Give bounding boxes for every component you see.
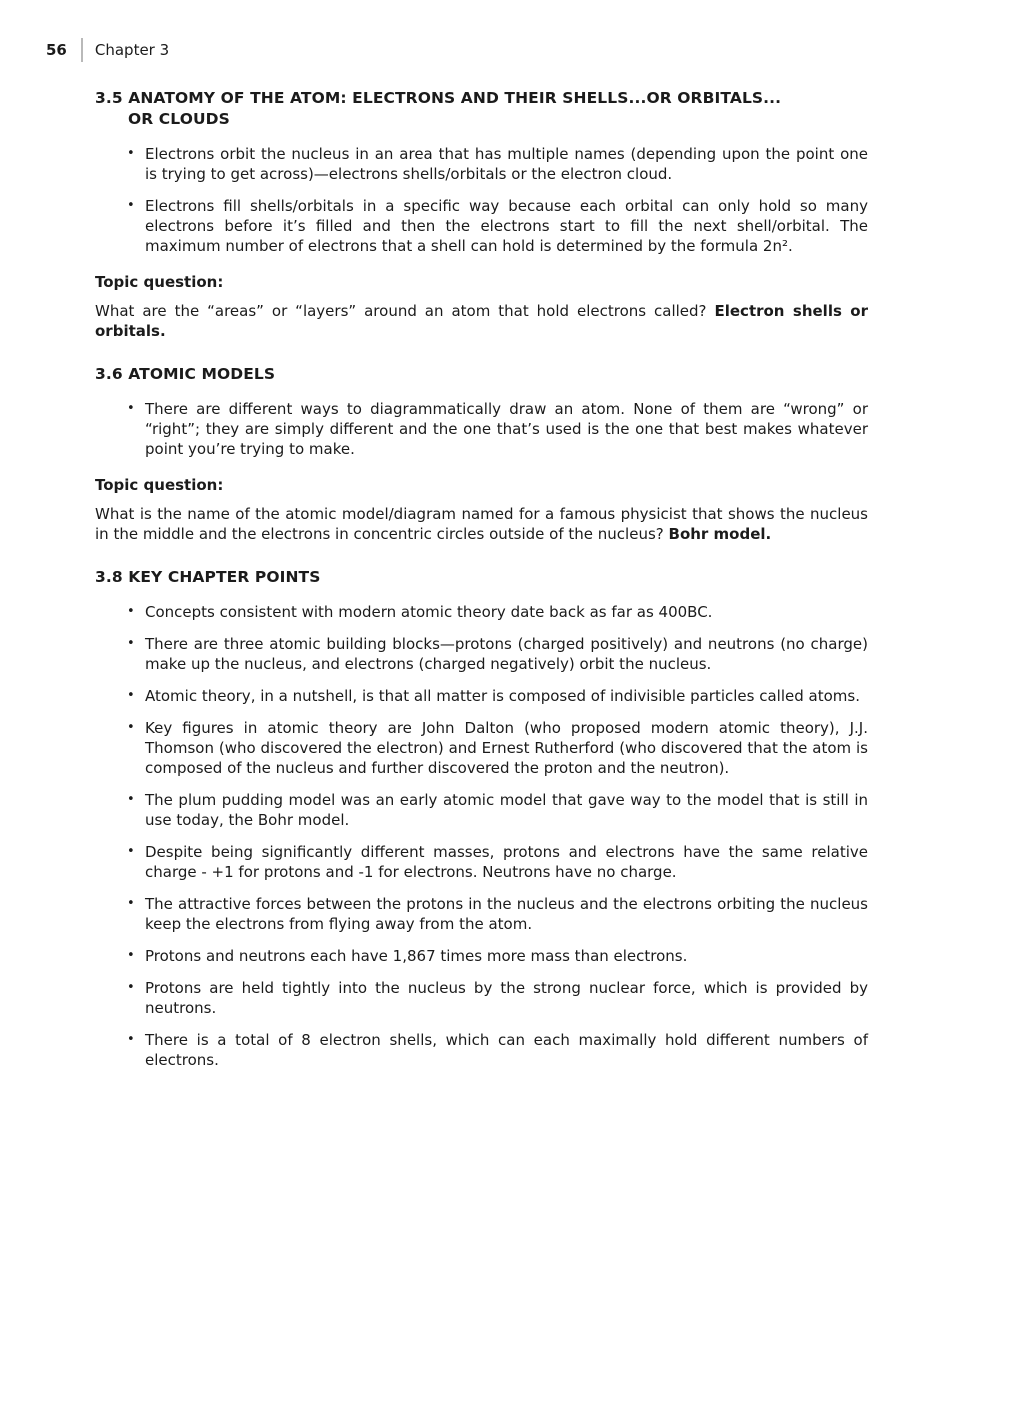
list-item-text: Protons are held tightly into the nucleus by the strong nuclear force, which is provided by neutrons.: [145, 979, 868, 1017]
list-item: [127, 790, 868, 830]
bullet-marker: •: [127, 1032, 135, 1047]
list-item-text: There are different ways to diagrammatically draw an atom. None of them are “wrong” or “right”; they are simply different and the one that’s used is the one that best makes whatever point you’re trying to make.: [145, 400, 868, 458]
list-item: [127, 1030, 868, 1070]
bullet-marker: •: [127, 792, 135, 807]
page-header: [46, 38, 1024, 62]
page-content: [95, 88, 868, 1070]
list-item: [127, 978, 868, 1018]
list-item: [127, 842, 868, 882]
list-item: [127, 634, 868, 674]
section-heading-line2: OR CLOUDS: [128, 110, 230, 128]
bullet-marker: •: [127, 896, 135, 911]
bullet-marker: •: [127, 198, 135, 213]
bullet-marker: •: [127, 636, 135, 651]
chapter-title: Chapter 3: [94, 41, 170, 59]
list-item: [127, 894, 868, 934]
bullet-marker: •: [127, 948, 135, 963]
list-item-text: Protons and neutrons each have 1,867 times more mass than electrons.: [145, 947, 688, 965]
list-item-text: Despite being significantly different masses, protons and electrons have the same relative charge - +1 for protons and -1 for electrons. Neutrons have no charge.: [145, 843, 868, 881]
section-heading-3-5: [95, 88, 868, 130]
list-item-text: The attractive forces between the protons in the nucleus and the electrons orbiting the nucleus keep the electrons from flying away from the atom.: [145, 895, 868, 933]
section-3-6: [95, 364, 868, 544]
bullet-list: [95, 144, 868, 256]
bullet-list: [95, 602, 868, 1070]
page-number: 56: [46, 41, 67, 59]
bullet-marker: •: [127, 604, 135, 619]
bullet-marker: •: [127, 720, 135, 735]
list-item: [127, 686, 868, 706]
list-item: [127, 196, 868, 256]
bullet-marker: •: [127, 401, 135, 416]
section-heading-line1: 3.5 ANATOMY OF THE ATOM: ELECTRONS AND THEIR SHELLS...OR ORBITALS...: [95, 89, 782, 107]
topic-question-answer: Bohr model.: [668, 525, 772, 543]
section-3-5: [95, 88, 868, 341]
list-item-text: There are three atomic building blocks—protons (charged positively) and neutrons (no charge) make up the nucleus, and electrons (charged negatively) orbit the nucleus.: [145, 635, 868, 673]
topic-question-paragraph: [95, 504, 868, 544]
bullet-marker: •: [127, 688, 135, 703]
list-item: [127, 718, 868, 778]
topic-question-label: Topic question:: [95, 273, 224, 291]
header-divider: [81, 38, 83, 62]
list-item-text: Electrons fill shells/orbitals in a specific way because each orbital can only hold so many electrons before it’s filled and then the electrons start to fill the next shell/orbital. The maximum number of electrons that a shell can hold is determined by the formula 2n².: [145, 197, 868, 255]
list-item-text: Key figures in atomic theory are John Dalton (who proposed modern atomic theory), J.J. Thomson (who discovered the electron) and Ernest Rutherford (who discovered that the atom is composed of the nucleus and further discovered the proton and the neutron).: [145, 719, 868, 777]
list-item: [127, 602, 868, 622]
topic-question-label: Topic question:: [95, 476, 224, 494]
list-item: [127, 144, 868, 184]
list-item-text: There is a total of 8 electron shells, which can each maximally hold different numbers of electrons.: [145, 1031, 868, 1069]
section-3-8: [95, 567, 868, 1070]
list-item-text: The plum pudding model was an early atomic model that gave way to the model that is still in use today, the Bohr model.: [145, 791, 868, 829]
list-item-text: Atomic theory, in a nutshell, is that all matter is composed of indivisible particles called atoms.: [145, 687, 860, 705]
section-heading-3-6: 3.6 ATOMIC MODELS: [95, 365, 276, 383]
topic-question-text: What are the “areas” or “layers” around an atom that hold electrons called?: [95, 302, 707, 320]
list-item: [127, 399, 868, 459]
bullet-list: [95, 399, 868, 459]
section-heading-3-8: 3.8 KEY CHAPTER POINTS: [95, 568, 321, 586]
list-item-text: Electrons orbit the nucleus in an area that has multiple names (depending upon the point one is trying to get across)—electrons shells/orbitals or the electron cloud.: [145, 145, 868, 183]
topic-question-paragraph: [95, 301, 868, 341]
bullet-marker: •: [127, 146, 135, 161]
topic-question-answer: Electron shells or orbitals.: [95, 302, 868, 340]
topic-question-text: What is the name of the atomic model/diagram named for a famous physicist that shows the nucleus in the middle and the electrons in concentric circles outside of the nucleus?: [95, 505, 868, 543]
list-item-text: Concepts consistent with modern atomic theory date back as far as 400BC.: [145, 603, 713, 621]
list-item: [127, 946, 868, 966]
bullet-marker: •: [127, 844, 135, 859]
bullet-marker: •: [127, 980, 135, 995]
